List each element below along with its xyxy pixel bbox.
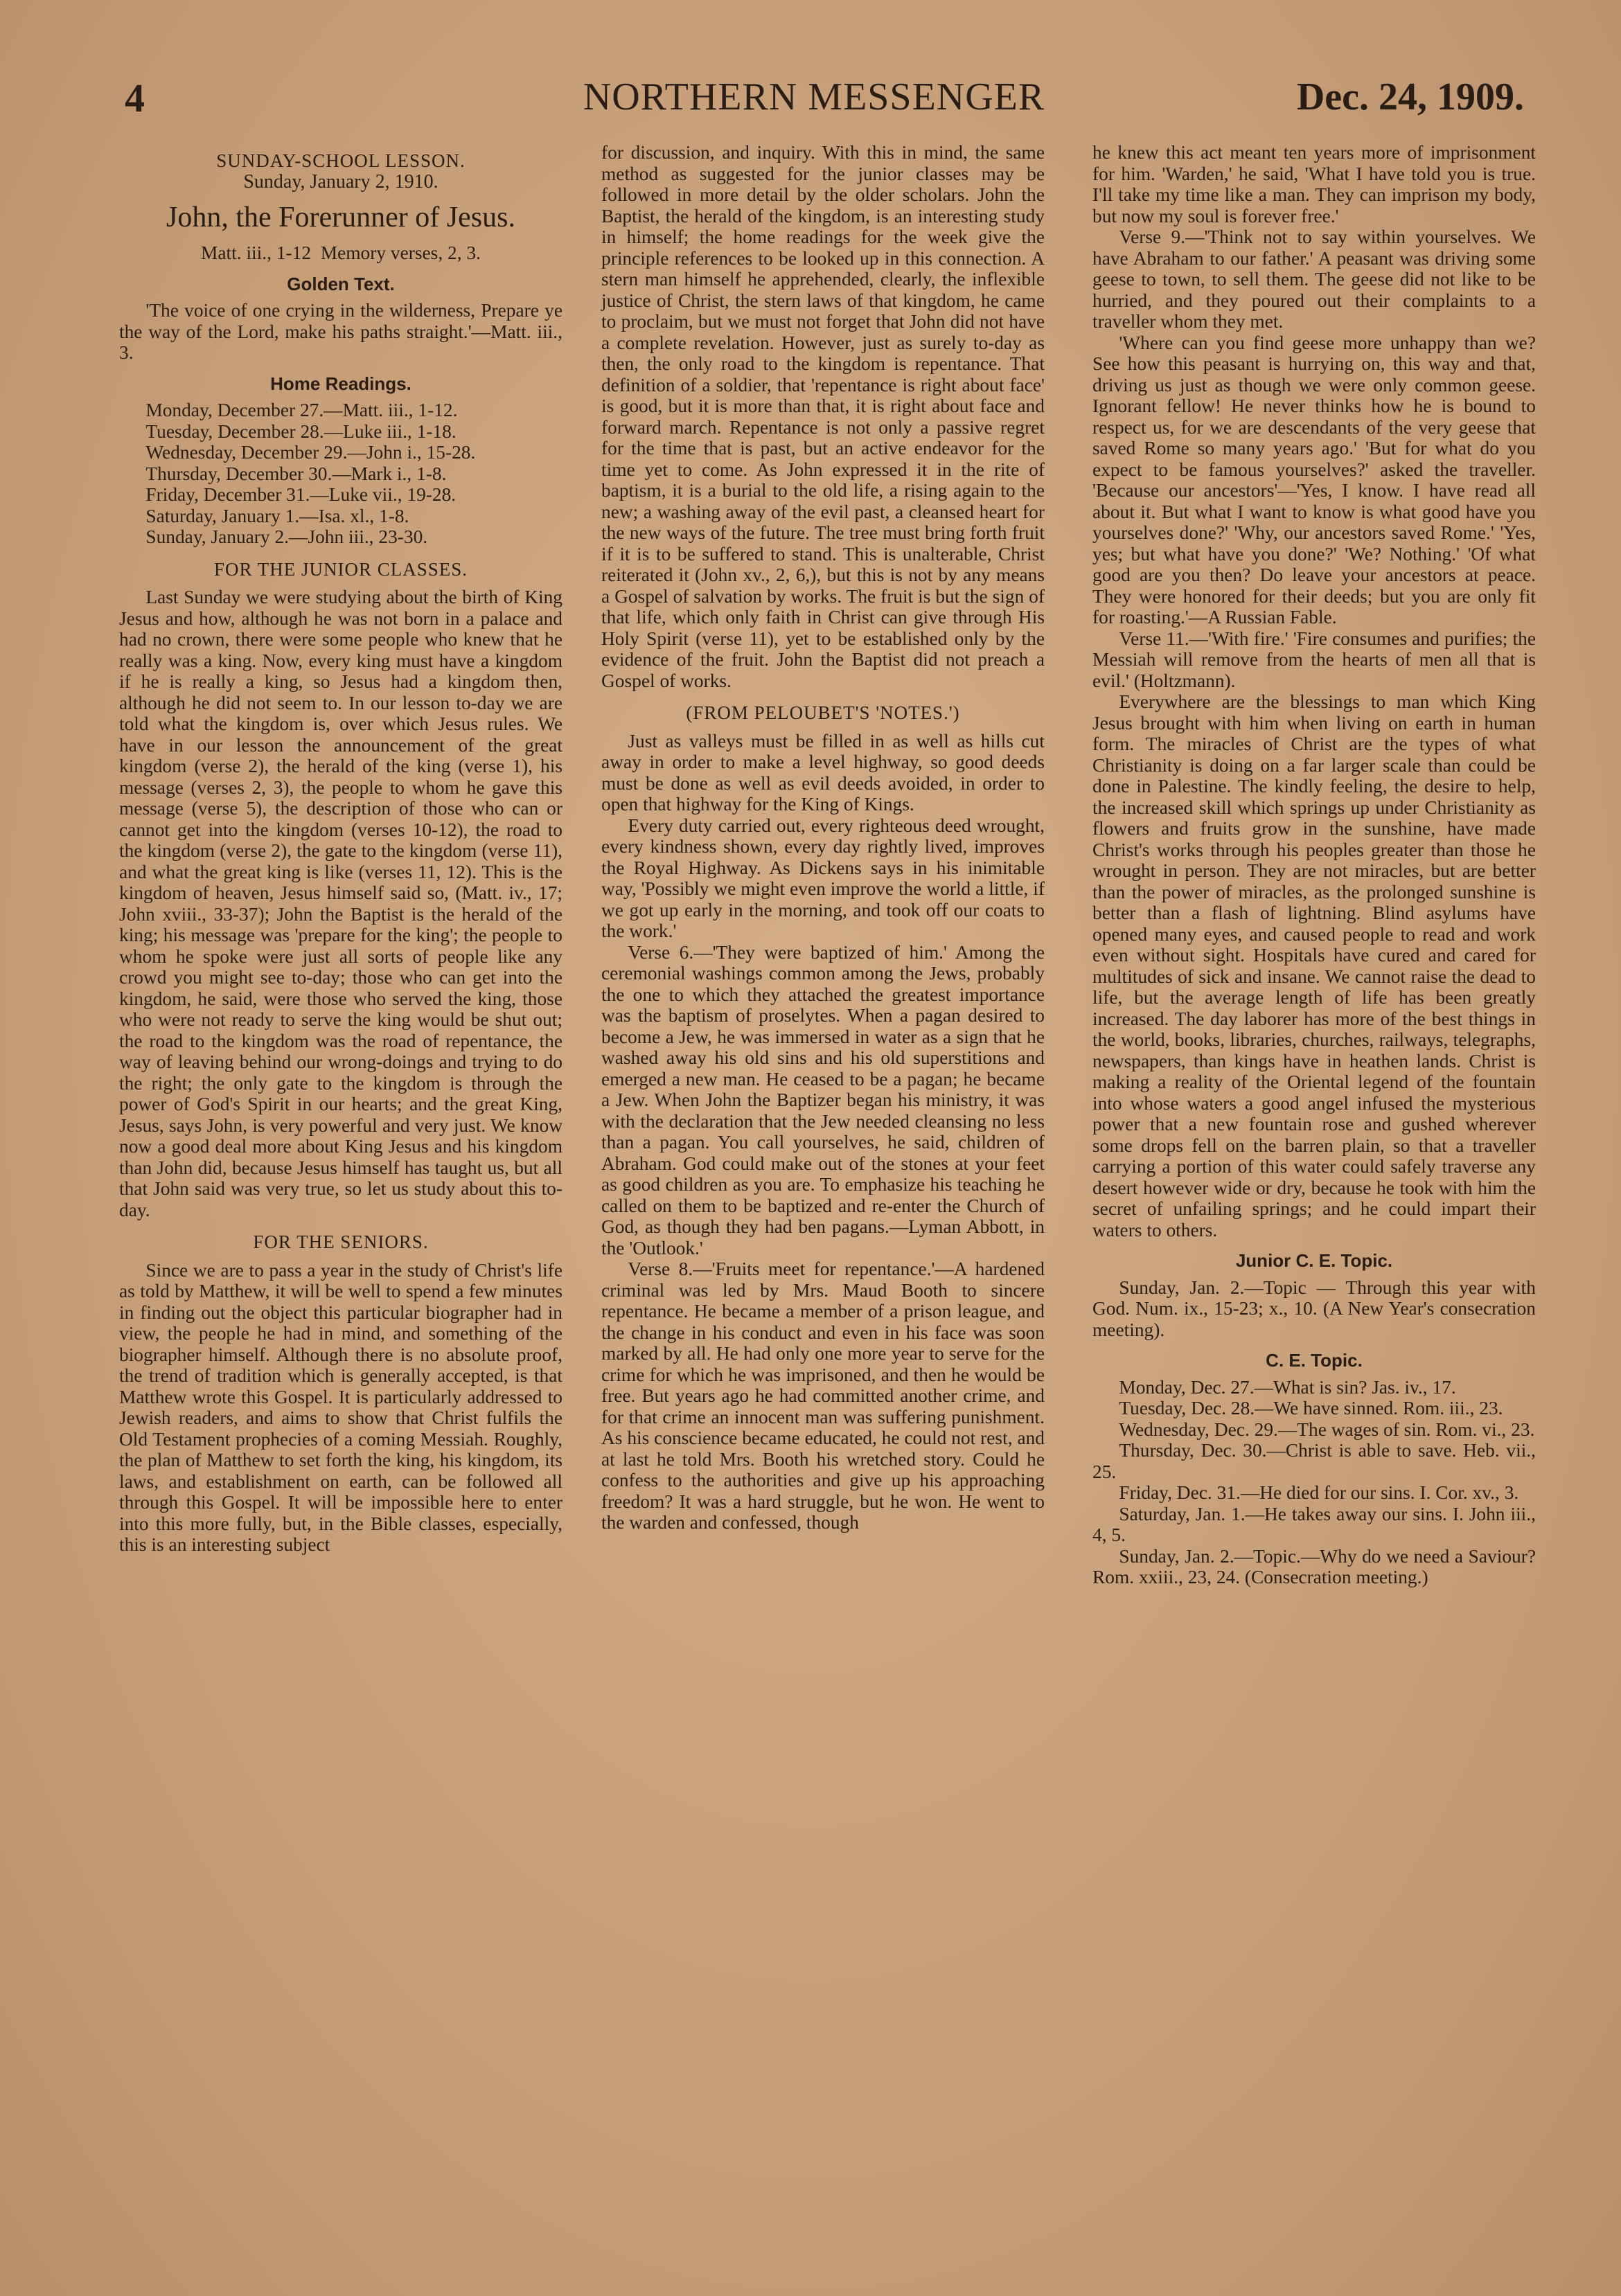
seniors-text: Since we are to pass a year in the study of Christ's life as told by Matthew, it will be well to spend a few minutes in finding out the object this particular biographer had in view, the people he had in mind, and something of the biographer himself. Although there is no absolute proof, the trend of tradition which is generally accepted, is that Matthew wrote this Gospel. It is particularly addressed to Jewish readers, and aims to show that Christ fulfils the Old Testament prophecies of a coming Messiah. Roughly, the plan of Matthew to set forth the king, his kingdom, its laws, and establishment on earth, can be followed all through this Gospel. It will be impossible here to enter into this more fully, but, in the Bible classes, especially, this is an interesting subject [119, 1259, 563, 1555]
ce-topic-item: Friday, Dec. 31.—He died for our sins. I. Cor. xv., 3. [1119, 1482, 1519, 1503]
golden-text-heading: Golden Text. [287, 273, 395, 294]
lesson-title: John, the Forerunner of Jesus. [166, 202, 515, 233]
article-paragraph: for discussion, and inquiry. With this in mind, the same method as suggested for the junior classes may be followed in more detail by the older scholars. John the Baptist, the herald of the kingdom, is an interesting study in himself; the home readings for the week give the principle references to be looked up in this connection. A stern man himself he apprehended, clearly, the inflexible justice of Christ, the stern laws of that kingdom, he came to proclaim, but we must not forget that John did not have a complete revelation. However, just as surely to-day as then, the only road to the kingdom is repentance. That definition of a soldier, that 'repentance is right about face' is good, but it is more than that, it is right about face and forward march. Repentance is not only a passive regret for the time that is past, but an active endeavor for the time yet to come. As John expressed it in the rite of baptism, it is a burial to the old life, a rising again to the new; a washing away of the evil past, a cleansed heart for the new ways of the future. The tree must bring forth fruit if it is to be suffered to stand. This is unalterable, Christ reiterated it (John xv., 2, 6,), but this is not by any means a Gospel of salvation by works. The fruit is but the sign of that life, which only faith in Christ can give through His Holy Spirit (verse 11), yet to be established only by the evidence of the fruit. John the Baptist did not preach a Gospel of works. [601, 142, 1045, 691]
reading-item: Tuesday, December 28.—Luke iii., 1-18. [145, 420, 457, 442]
ce-topic-item: Tuesday, Dec. 28.—We have sinned. Rom. iii., 23. [1119, 1398, 1503, 1418]
masthead-title: NORTHERN MESSENGER [583, 75, 1045, 118]
junior-ce-topic-heading: Junior C. E. Topic. [1235, 1250, 1393, 1271]
page-header [104, 75, 1524, 130]
article-paragraph: Everywhere are the blessings to man which King Jesus brought with him when living on earth in human form. The miracles of Christ are the types of what Christianity is doing on a far larger scale than could be done in Palestine. The kindly feeling, the desire to help, the increased skill which springs up under Christianity as flowers and fruits grow in the sunshine, have made Christ's works through his peoples greater than those he wrought in person. They are not miracles, but are better than the power of miracles, as the prolonged sunshine is better than a flash of lightning. Blind asylums have opened many eyes, and caused people to read and work even without sight. Hospitals have cured and cared for multitudes of sick and insane. We cannot raise the dead to life, but the average length of life has been greatly increased. The day laborer has more of the best things in the world, books, libraries, churches, railways, telegraphs, newspapers, than kings have in heathen lands. Christ is making a reality of the Oriental legend of the fountain into whose waters a good angel infused the mysterious power that a new fountain rose and gushed wherever some drops fell on the barren plain, so that a traveller carrying a portion of this water could safely traverse any desert however wide or dry, because he took with him the secret of unfailing springs; and he could impart their waters to others. [1092, 691, 1536, 1240]
junior-classes-text: Last Sunday we were studying about the birth of King Jesus and how, although he was not born in a palace and had no crown, there were some people who knew that he really was a king. Now, every king must have a kingdom if he is really a king, so Jesus had a kingdom then, although he did not seem to. In our lesson to-day we are told what the kingdom is, over which Jesus rules. We have in our lesson the announcement of the great kingdom (verse 2), the herald of the king (verse 1), his message (verses 2, 3), the people to whom he gave this message (verse 5), the description of those who can or cannot get into the kingdom (verses 10-12), the road to the kingdom (verse 2), the gate to the kingdom (verse 11), and what the great king is like (verses 11, 12). This is the kingdom of heaven, Jesus himself said so, (Matt. iv., 17; John xviii., 33-37); John the Baptist is the herald of the king; his message was 'prepare for the king'; the people to whom he spoke were just all sorts of people like any crowd you might see to-day; those who can get into the kingdom, he said, were those who served the king, those who were not ready to serve the king would be shut out; the road to the kingdom was the road of repentance, the way of leaving behind our wrong-doings and trying to do the right; the only gate to the kingdom is through the power of God's Spirit in our hearts; and the great King, Jesus, says John, is very powerful and very just. We know now a good deal more about King Jesus and his kingdom than John did, because Jesus himself has taught us, but all that John said was very true, so let us study about this to-day. [119, 587, 563, 1220]
ce-topic-heading: C. E. Topic. [1266, 1350, 1363, 1371]
reading-item: Saturday, January 1.—Isa. xl., 1-8. [145, 505, 409, 526]
article-paragraph: Just as valleys must be filled in as well as hills cut away in order to make a level highway, so good deeds must be done as well as evil deeds avoided, in order to open that highway for the King of Kings. [601, 730, 1045, 815]
seniors-heading: FOR THE SENIORS. [253, 1231, 429, 1252]
ce-topic-item: Sunday, Jan. 2.—Topic.—Why do we need a Saviour? Rom. xxiii., 23, 24. (Consecration meeting.) [1092, 1545, 1536, 1587]
ce-topic-item: Saturday, Jan. 1.—He takes away our sins. I. John iii., 4, 5. [1092, 1503, 1536, 1545]
page-number: 4 [125, 75, 145, 121]
peloubet-notes-heading: (FROM PELOUBET'S 'NOTES.') [686, 702, 960, 723]
reading-item: Thursday, December 30.—Mark i., 1-8. [145, 463, 447, 484]
lesson-date: Sunday, January 2, 1910. [243, 170, 439, 193]
article-paragraph: 'Where can you find geese more unhappy than we? See how this peasant is hurrying on, this way and that, driving us just as though we were only common geese. Ignorant fellow! He never thinks how he is bound to respect us, for we are descendants of the very geese that saved Rome so many years ago.' 'But for what do you expect to be famous yourselves?' asked the traveller. 'Because our ancestors'—'Yes, I know. I have read all about it. But what I want to know is what good have you yourselves done?' 'Why, our ancestors saved Rome.' 'Yes, yes; but what have you done?' 'We? Nothing.' 'Of what good are you then? Do leave your ancestors at peace. They were honored for their deeds; but you are only fit for roasting.'—A Russian Fable. [1092, 332, 1536, 628]
junior-ce-topic-text: Sunday, Jan. 2.—Topic — Through this year with God. Num. ix., 15-23; x., 10. (A New Year's consecration meeting). [1092, 1276, 1536, 1340]
issue-date: Dec. 24, 1909. [1296, 75, 1524, 118]
lesson-heading: SUNDAY-SCHOOL LESSON. [216, 150, 466, 171]
article-paragraph: Every duty carried out, every righteous deed wrought, every kindness shown, every day rightly lived, improves the Royal Highway. As Dickens says in his inimitable way, 'Possibly we might even improve the world a little, if we got up early in the morning, and took off our coats to the work.' [601, 815, 1045, 941]
column-1 [119, 142, 563, 1556]
home-readings-heading: Home Readings. [270, 373, 411, 394]
ce-topic-item: Wednesday, Dec. 29.—The wages of sin. Rom. vi., 23. [1119, 1418, 1535, 1440]
article-paragraph: Verse 9.—'Think not to say within yourselves. We have Abraham to our father.' A peasant was driving some geese to town, to sell them. The geese did not like to be hurried, and they poured out their complaints to a traveller whom they met. [1092, 226, 1536, 332]
column-3 [1092, 142, 1536, 1588]
reading-item: Wednesday, December 29.—John i., 15-28. [145, 442, 476, 463]
junior-classes-heading: FOR THE JUNIOR CLASSES. [213, 558, 468, 580]
article-paragraph: Verse 8.—'Fruits meet for repentance.'—A hardened criminal was led by Mrs. Maud Booth to sincere repentance. He became a member of a prison league, and the change in his conduct and even in his face was soon marked by all. He had only one more year to serve for the crime for which he was imprisoned, and then he would be free. But years ago he had committed another crime, and for that crime an innocent man was suffering punishment. As his conscience became educated, he could not rest, and at last he told Mrs. Booth his wretched story. Could he confess to the authorities and give up his approaching freedom? It was a hard struggle, but he won. He went to the warden and confessed, though [601, 1258, 1045, 1533]
article-paragraph: Verse 11.—'With fire.' 'Fire consumes and purifies; the Messiah will remove from the hearts of men all that is evil.' (Holtzmann). [1092, 628, 1536, 691]
article-paragraph: Verse 6.—'They were baptized of him.' Among the ceremonial washings common among the Jews, probably the one to which they attached the greatest importance was the baptism of proselytes. When a pagan desired to become a Jew, he was immersed in water as a sign that he washed away his old sins and his old superstitions and emerged a new man. He ceased to be a pagan; he became a Jew. When John the Baptizer began his ministry, it was with the declaration that the Jew needed cleansing no less than a pagan. You call yourselves, he said, children of Abraham. God could make out of the stones at your feet as good children as you are. To emphasize his teaching he called on them to be baptized and re-enter the Church of God, as though they had ben pagans.—Lyman Abbott, in the 'Outlook.' [601, 941, 1045, 1258]
lesson-scripture: Matt. iii., 1-12 Memory verses, 2, 3. [201, 242, 481, 263]
ce-topic-item: Monday, Dec. 27.—What is sin? Jas. iv., 17. [1119, 1376, 1456, 1398]
reading-item: Friday, December 31.—Luke vii., 19-28. [145, 484, 457, 505]
reading-item: Sunday, January 2.—John iii., 23-30. [145, 526, 428, 547]
ce-topic-item: Thursday, Dec. 30.—Christ is able to save. Heb. vii., 25. [1092, 1440, 1536, 1482]
reading-item: Monday, December 27.—Matt. iii., 1-12. [145, 400, 458, 420]
column-2 [601, 142, 1045, 1533]
article-paragraph: he knew this act meant ten years more of imprisonment for him. 'Warden,' he said, 'What I have told you is true. I'll take my time like a man. They can imprison my body, but now my soul is forever free.' [1092, 142, 1536, 226]
golden-text: 'The voice of one crying in the wilderness, Prepare ye the way of the Lord, make his paths straight.'—Matt. iii., 3. [119, 300, 563, 363]
